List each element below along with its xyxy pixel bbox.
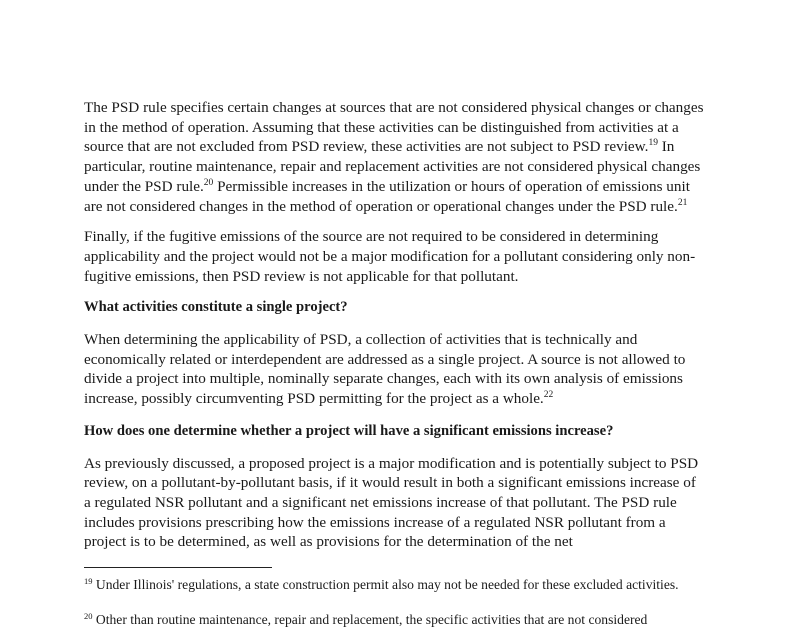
footnote-text: Under Illinois' regulations, a state construction permit also may not be needed for these excluded activities. <box>92 577 679 592</box>
footnote-19 <box>84 576 704 594</box>
paragraph-single-project <box>84 330 704 409</box>
heading-single-project: What activities constitute a single project? <box>84 299 348 316</box>
heading-significant-increase: How does one determine whether a project will have a significant emissions increase? <box>84 422 614 439</box>
footnote-ref-22[interactable]: 22 <box>543 390 554 401</box>
footnote-ref-20[interactable]: 20 <box>203 177 214 188</box>
paragraph-text: Permissible increases in the utilization or hours of operation of emissions unit are not considered changes in the method of operation or operational changes under the PSD rule. <box>84 177 690 215</box>
paragraph-major-modification: As previously discussed, a proposed project is a major modification and is potentially subject to PSD review, on a pollutant-by-pollutant basis, if it would result in both a significant emissions increase of a regulated NSR pollutant and a significant net emissions increase of that pollutant. The PSD rule includes provisions prescribing how the emissions increase of a regulated NSR pollutant from a project is to be determined, as well as provisions for the determination of the net <box>84 454 699 551</box>
footnote-divider <box>84 567 272 568</box>
footnote-number: 20 <box>84 611 93 621</box>
paragraph-text: The PSD rule specifies certain changes at sources that are not considered physical changes or changes in the method of operation. Assuming that these activities can be distinguished from activities at a source that are not excluded from PSD review, these activities are not subject to PSD review. <box>84 99 704 156</box>
paragraph-text: When determining the applicability of PSD, a collection of activities that is technically and economically related or interdependent are addressed as a single project. A source is not allowed to divide a project into multiple, nominally separate changes, each with its own analysis of emissions increase, possibly circumventing PSD permitting for the project as a whole. <box>84 331 686 408</box>
footnote-ref-19[interactable]: 19 <box>648 138 658 149</box>
document-body <box>84 98 704 552</box>
paragraph-psd-exclusions <box>84 98 704 216</box>
footnote-20 <box>84 611 704 629</box>
paragraph-text: In particular, routine maintenance, repair and replacement activities are not considered physical changes under the PSD rule. <box>84 138 701 195</box>
paragraph-fugitive-emissions: Finally, if the fugitive emissions of the source are not required to be considered in determining applicability and the project would not be a major modification for a pollutant considering only non-fugitive emissions, then PSD review is not applicable for that pollutant. <box>84 228 696 285</box>
footnote-ref-21[interactable]: 21 <box>677 197 688 208</box>
footnote-number: 19 <box>84 576 93 586</box>
footnote-text: Other than routine maintenance, repair and replacement, the specific activities that are not considered <box>92 612 648 627</box>
